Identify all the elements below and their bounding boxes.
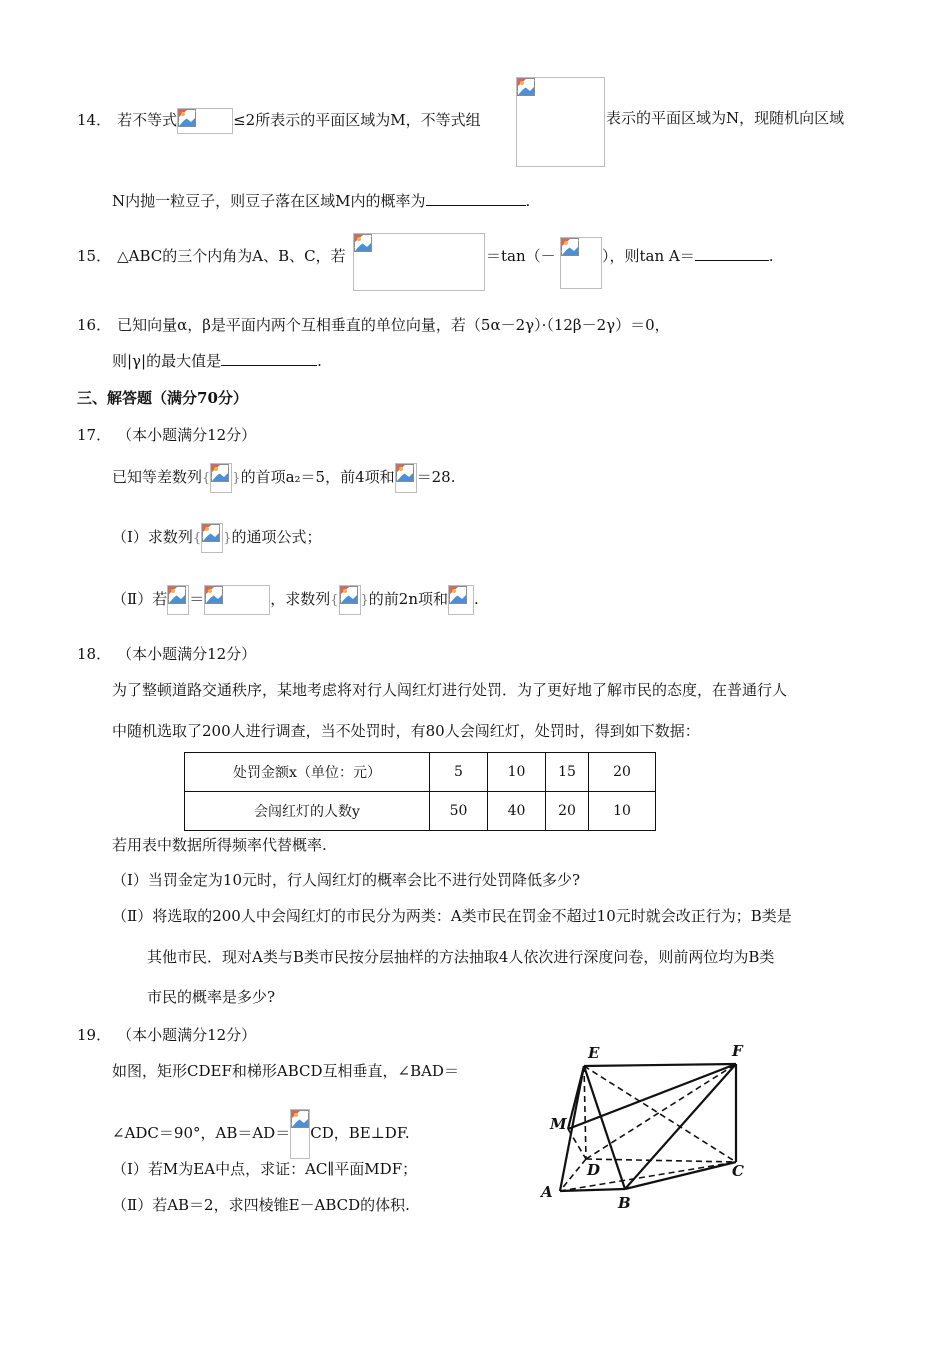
q15-line1-cont2 xyxy=(602,246,774,266)
q18-line2: 中随机选取了200人进行调查，当不处罚时，有80人会闯红灯，处罚时，得到如下数据： xyxy=(112,722,700,740)
q16-text-a: 已知向量α，β是平面内两个互相垂直的单位向量，若（5α－2γ）·（12β－2γ）＝0， xyxy=(117,316,670,334)
image-placeholder-icon xyxy=(339,585,361,615)
penalty-data-table xyxy=(184,752,656,831)
q16-line2 xyxy=(112,351,322,371)
brace-open: { xyxy=(330,593,339,608)
image-placeholder-icon xyxy=(201,523,223,553)
image-placeholder-icon xyxy=(516,77,605,167)
q16-line1 xyxy=(77,315,670,335)
q17-number: 17． xyxy=(77,426,112,444)
table-header-cell: 处罚金额x（单位：元） xyxy=(185,753,430,792)
q18-part2-line1: （Ⅱ）将选取的200人中会闯红灯的市民分为两类：A类市民在罚金不超过10元时就会改正行为；B类是 xyxy=(112,907,792,925)
q19-part2: （Ⅱ）若AB＝2，求四棱锥E－ABCD的体积. xyxy=(112,1196,410,1214)
vertex-label-M: M xyxy=(550,1115,567,1133)
q19-line2 xyxy=(112,1109,410,1159)
q18-part2-line2: 其他市民．现对A类与B类市民按分层抽样的方法抽取4人依次进行深度问卷，则前两位均为B类 xyxy=(147,948,775,966)
q15-line1 xyxy=(77,246,346,266)
q18-part2-line3: 市民的概率是多少? xyxy=(147,988,276,1006)
table-cell: 50 xyxy=(430,792,488,831)
q14-text-b: ≤2所表示的平面区域为M，不等式组 xyxy=(233,111,481,129)
answer-blank[interactable] xyxy=(426,191,526,206)
q14-text-a: 若不等式 xyxy=(117,111,178,129)
q14-text-d: N内抛一粒豆子，则豆子落在区域M内的概率为 xyxy=(112,192,426,210)
q17-part2 xyxy=(112,585,479,615)
q17-p1-a: （Ⅰ）求数列 xyxy=(112,528,193,546)
q15-line1-cont xyxy=(486,246,556,266)
q17-p2-b: ＝ xyxy=(189,590,205,608)
brace-close: } xyxy=(232,471,241,486)
q18-number: 18． xyxy=(77,645,112,663)
table-cell: 15 xyxy=(546,753,589,792)
brace-open: { xyxy=(202,471,211,486)
vertex-label-A: A xyxy=(541,1183,553,1201)
brace-open: { xyxy=(192,531,202,546)
table-row xyxy=(185,753,656,792)
q15-number: 15． xyxy=(77,247,112,265)
vertex-label-E: E xyxy=(588,1044,600,1062)
q14-end: . xyxy=(525,192,531,210)
q17-p2-a: （Ⅱ）若 xyxy=(112,590,168,608)
image-placeholder-icon xyxy=(395,463,417,493)
table-cell: 10 xyxy=(488,753,546,792)
q19-header xyxy=(77,1025,256,1045)
table-cell: 5 xyxy=(430,753,488,792)
table-row xyxy=(185,792,656,831)
answer-blank[interactable] xyxy=(695,246,769,261)
q14-line2 xyxy=(112,191,530,211)
q18-line1: 为了整顿道路交通秩序，某地考虑将对行人闯红灯进行处罚．为了更好地了解市民的态度，在普通行人 xyxy=(112,681,788,699)
image-placeholder-icon xyxy=(204,585,270,615)
table-cell: 20 xyxy=(546,792,589,831)
q17-text-c: ＝28. xyxy=(416,468,456,486)
q14-number: 14． xyxy=(77,111,112,129)
q17-part1 xyxy=(112,523,322,553)
table-header-cell: 会闯红灯的人数y xyxy=(185,792,430,831)
q17-text-b: 的首项a₂＝5，前4项和 xyxy=(240,468,395,486)
q14-line1-cont xyxy=(606,108,844,128)
table-cell: 40 xyxy=(488,792,546,831)
q19-number: 19． xyxy=(77,1026,112,1044)
q19-line1: 如图，矩形CDEF和梯形ABCD互相垂直，∠BAD＝ xyxy=(112,1062,459,1080)
q16-end: . xyxy=(317,352,322,370)
brace-close: } xyxy=(360,593,369,608)
pyramid-figure xyxy=(536,1042,766,1217)
image-placeholder-icon xyxy=(290,1109,310,1159)
q19-text-a: ∠ADC＝90°，AB＝AD＝ xyxy=(112,1124,291,1142)
q17-p2-c: ，求数列 xyxy=(270,590,331,608)
q15-text-c: ），则tan A＝ xyxy=(602,247,695,265)
q19-score: （本小题满分12分） xyxy=(117,1026,257,1044)
q17-score: （本小题满分12分） xyxy=(117,426,257,444)
table-cell: 10 xyxy=(589,792,656,831)
q18-header xyxy=(77,644,256,664)
image-placeholder-icon xyxy=(167,585,189,615)
q19-part1: （Ⅰ）若M为EA中点，求证：AC∥平面MDF； xyxy=(112,1160,418,1178)
q16-number: 16． xyxy=(77,316,112,334)
q17-p1-b: 的通项公式； xyxy=(231,528,322,546)
image-placeholder-icon xyxy=(353,233,485,291)
q17-text-a: 已知等差数列 xyxy=(112,468,203,486)
answer-blank[interactable] xyxy=(221,351,317,366)
vertex-label-D: D xyxy=(587,1161,601,1179)
q17-p2-d: 的前2n项和 xyxy=(368,590,449,608)
q15-text-b: ＝tan（－ xyxy=(486,247,556,265)
image-placeholder-icon xyxy=(448,585,474,615)
q14-line1 xyxy=(77,108,481,134)
q18-part1: （Ⅰ）当罚金定为10元时，行人闯红灯的概率会比不进行处罚降低多少? xyxy=(112,871,581,889)
q17-header xyxy=(77,425,256,445)
image-placeholder-icon xyxy=(210,463,232,493)
q15-text-a: △ABC的三个内角为A、B、C，若 xyxy=(117,247,346,265)
q14-text-c: 表示的平面区域为N，现随机向区域 xyxy=(606,109,845,127)
vertex-label-F: F xyxy=(732,1042,743,1060)
vertex-label-B: B xyxy=(618,1194,631,1212)
vertex-label-C: C xyxy=(732,1162,744,1180)
table-cell: 20 xyxy=(589,753,656,792)
brace-close: } xyxy=(223,531,232,546)
q17-p2-e: . xyxy=(474,590,479,608)
q17-line1 xyxy=(112,463,455,493)
section-heading: 三、解答题（满分70分） xyxy=(77,389,248,407)
q18-line3: 若用表中数据所得频率代替概率. xyxy=(112,836,327,854)
q19-text-b: CD，BE⊥DF. xyxy=(310,1124,410,1142)
image-placeholder-icon xyxy=(177,108,233,134)
image-placeholder-icon xyxy=(560,237,602,289)
q16-text-b: 则|γ|的最大值是 xyxy=(112,352,222,370)
q18-score: （本小题满分12分） xyxy=(117,645,257,663)
q15-end: . xyxy=(768,247,774,265)
